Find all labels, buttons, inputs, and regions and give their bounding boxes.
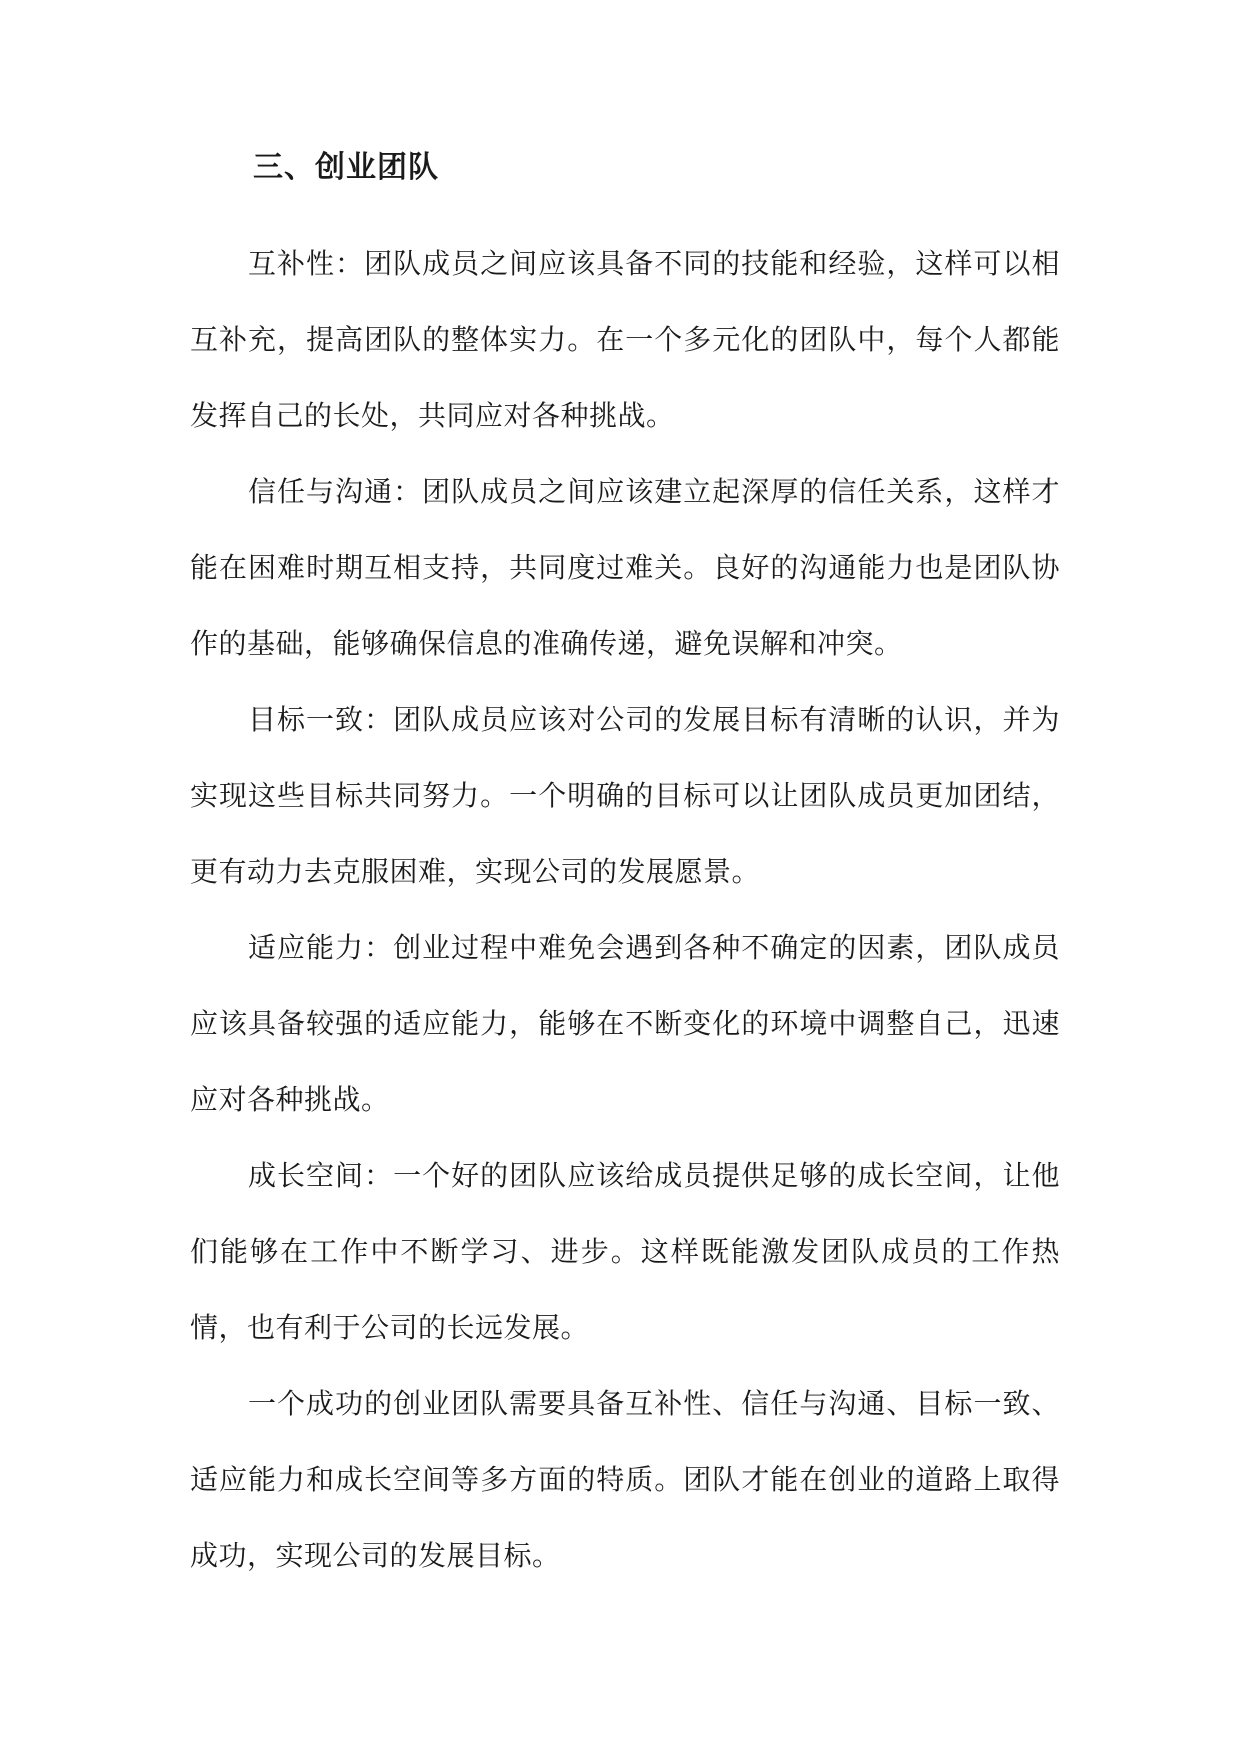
paragraph-growth-space: 成长空间：一个好的团队应该给成员提供足够的成长空间，让他们能够在工作中不断学习、进步。这样既能激发团队成员的工作热情，也有利于公司的长远发展。 bbox=[190, 1159, 1060, 1344]
paragraph-complementarity: 互补性：团队成员之间应该具备不同的技能和经验，这样可以相互补充，提高团队的整体实力。在一个多元化的团队中，每个人都能发挥自己的长处，共同应对各种挑战。 bbox=[190, 247, 1060, 432]
paragraph-conclusion: 一个成功的创业团队需要具备互补性、信任与沟通、目标一致、适应能力和成长空间等多方面的特质。团队才能在创业的道路上取得成功，实现公司的发展目标。 bbox=[190, 1387, 1060, 1572]
paragraph-adaptability: 适应能力：创业过程中难免会遇到各种不确定的因素，团队成员应该具备较强的适应能力，能够在不断变化的环境中调整自己，迅速应对各种挑战。 bbox=[190, 931, 1060, 1116]
section-heading: 三、创业团队 bbox=[253, 150, 439, 185]
paragraph-shared-goals: 目标一致：团队成员应该对公司的发展目标有清晰的认识，并为实现这些目标共同努力。一个明确的目标可以让团队成员更加团结，更有动力去克服困难，实现公司的发展愿景。 bbox=[190, 703, 1060, 888]
paragraph-trust-communication: 信任与沟通：团队成员之间应该建立起深厚的信任关系，这样才能在困难时期互相支持，共同度过难关。良好的沟通能力也是团队协作的基础，能够确保信息的准确传递，避免误解和冲突。 bbox=[190, 475, 1060, 660]
